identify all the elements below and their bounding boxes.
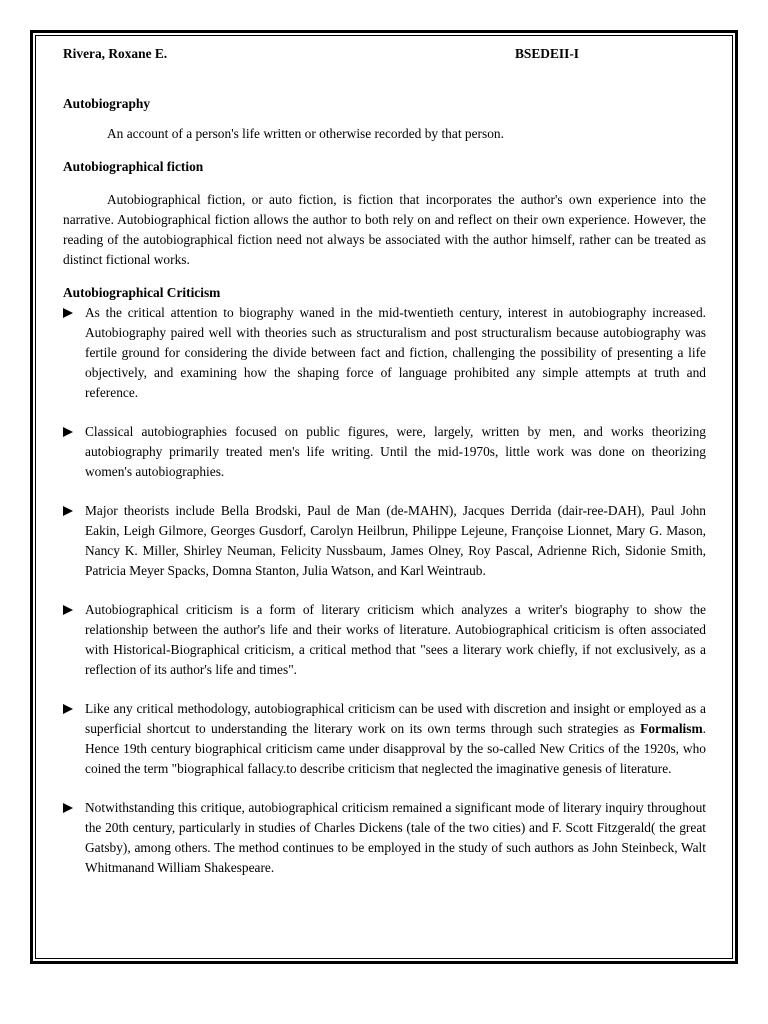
list-item-text: Major theorists include Bella Brodski, Paul de Man (de-MAHN), Jacques Derrida (dair-ree-DAH), Paul John Eakin, Leigh Gilmore, Georges Gusdorf, Carolyn Heilbrun, Philippe Lejeune, Françoise Lionnet, Mary G. Mason, Nancy K. Miller, Shirley Neuman, Felicity Nussbaum, James Olney, Roy Pascal, Adrienne Rich, Sidonie Smith, Patricia Meyer Spacks, Domna Stanton, Julia Watson, and Karl Weintraub. bbox=[85, 503, 706, 578]
formalism-term: Formalism bbox=[640, 721, 703, 736]
arrow-bullet-icon bbox=[63, 506, 73, 516]
list-item bbox=[63, 699, 706, 779]
arrow-bullet-icon bbox=[63, 704, 73, 714]
list-item bbox=[63, 798, 706, 878]
document-header bbox=[63, 44, 706, 64]
list-item bbox=[63, 422, 706, 482]
autobiography-definition: An account of a person's life written or otherwise recorded by that person. bbox=[107, 126, 504, 141]
document-body bbox=[63, 44, 706, 878]
heading-autobiographical-fiction: Autobiographical fiction bbox=[63, 159, 204, 174]
section-code: BSEDEII-I bbox=[515, 46, 580, 61]
heading-autobiography: Autobiography bbox=[63, 96, 151, 111]
heading-autobiographical-criticism: Autobiographical Criticism bbox=[63, 285, 221, 300]
list-item-text: Classical autobiographies focused on public figures, were, largely, written by men, and works theorizing autobiography primarily treated men's life writing. Until the mid-1970s, little work was done on theorizing women's autobiographies. bbox=[85, 424, 706, 479]
criticism-bullet-list bbox=[63, 303, 706, 878]
autobiographical-fiction-paragraph: Autobiographical fiction, or auto fiction, is fiction that incorporates the author's own experience into the narrative. Autobiographical fiction allows the author to both rely on and reflect on their own experience. However, the reading of the autobiographical fiction need not always be associated with the author himself, rather can be treated as distinct fictional works. bbox=[63, 192, 706, 267]
list-item-text-before: Like any critical methodology, autobiographical criticism can be used with discretion and insight or employed as a superficial shortcut to understanding the literary work on its own terms through such strategies as bbox=[85, 701, 706, 736]
list-item-text-after: . Hence 19th century biographical criticism came under disapproval by the so-called New Critics of the 1920s, who coined the term "biographical fallacy.to describe criticism that neglected the imaginative genesis of literature. bbox=[85, 721, 706, 776]
list-item bbox=[63, 600, 706, 680]
arrow-bullet-icon bbox=[63, 427, 73, 437]
arrow-bullet-icon bbox=[63, 803, 73, 813]
list-item bbox=[63, 501, 706, 581]
arrow-bullet-icon bbox=[63, 308, 73, 318]
list-item-text: Notwithstanding this critique, autobiographical criticism remained a significant mode of literary inquiry throughout the 20th century, particularly in studies of Charles Dickens (tale of the two cities) and F. Scott Fitzgerald( the great Gatsby), among others. The method continues to be employed in the study of such authors as John Steinbeck, Walt Whitmanand William Shakespeare. bbox=[85, 800, 706, 875]
list-item bbox=[63, 303, 706, 403]
list-item-text: Autobiographical criticism is a form of literary criticism which analyzes a writer's biography to show the relationship between the author's life and their works of literature. Autobiographical criticism is often associated with Historical-Biographical criticism, a critical method that "sees a literary work chiefly, if not exclusively, as a reflection of its author's life and times". bbox=[85, 602, 706, 677]
author-name: Rivera, Roxane E. bbox=[63, 46, 168, 61]
list-item-text: As the critical attention to biography waned in the mid-twentieth century, interest in autobiography increased. Autobiography paired well with theories such as structuralism and post structuralism because autobiography was fertile ground for considering the divide between fact and fiction, challenging the possibility of presenting a life objectively, and examining how the shaping force of language prohibited any simple attempts at truth and reference. bbox=[85, 305, 706, 400]
arrow-bullet-icon bbox=[63, 605, 73, 615]
